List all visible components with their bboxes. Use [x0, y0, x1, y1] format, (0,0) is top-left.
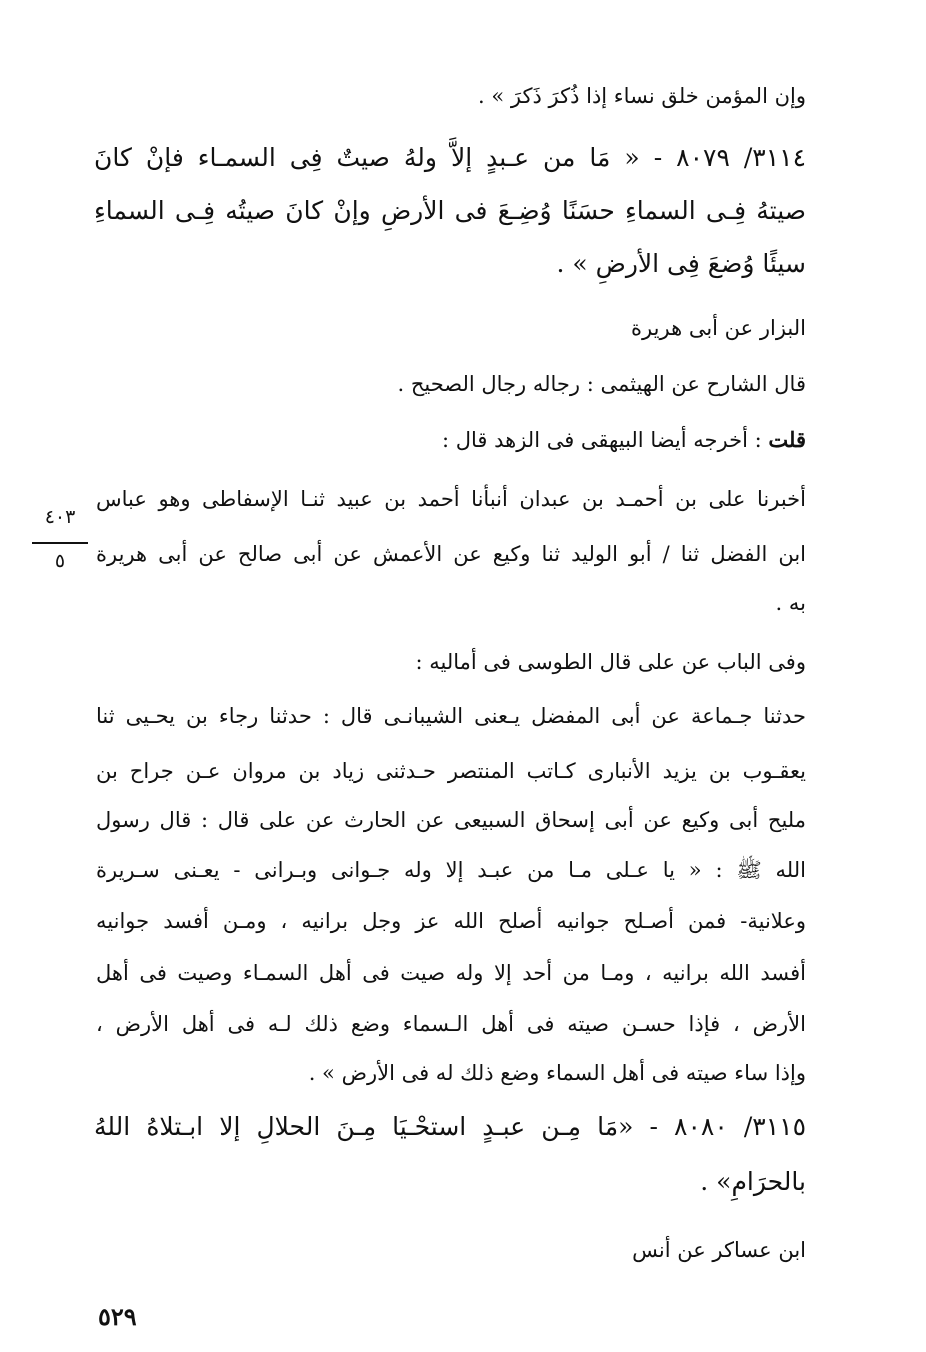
page-number: ٥٢٩: [98, 1302, 137, 1331]
tusi-line-2: يعقـوب بن يزيد الأنبارى كـاتب المنتصر حـدثنى زياد بن مروان عـن جراح بن: [96, 759, 806, 783]
hadith-8080-line-2: بالحرَامِ» .: [700, 1167, 806, 1196]
qult-text: أخرجه أيضا البيهقى فى الزهد قال :: [442, 428, 748, 452]
tusi-line-5: وعلانية- فمن أصـلح جوانيه أصلح الله عز وجل برانيه ، ومـن أفسد جوانيه: [96, 909, 806, 933]
commentary-line: قال الشارح عن الهيثمى : رجاله رجال الصحيح .: [397, 372, 806, 396]
qult-colon: :: [747, 428, 769, 452]
isnad-line-3: به .: [775, 591, 806, 615]
tusi-line-4: الله ﷺ : « يا عـلى مـا من عبـد إلا وله جـوانى وبـرانى - يعـنى سـريرة: [96, 858, 806, 882]
qult-line: [96, 425, 806, 455]
margin-part-number: ٥: [54, 550, 66, 572]
margin-page-reference: [28, 506, 92, 572]
margin-volume-number: ٤٠٣: [44, 506, 76, 528]
hadith-8080-source: ابن عساكر عن أنس: [632, 1238, 806, 1262]
text-line: وإن المؤمن خلق نساء إذا ذُكرَ ذَكرَ » .: [478, 84, 806, 108]
hadith-8079-line-1: ٣١١٤/ ٨٠٧٩ - « مَا من عـبدٍ إلاَّ ولهُ صيتٌ فِى السمـاء فإنْ كانَ: [94, 143, 807, 172]
bab-line: وفى الباب عن على قال الطوسى فى أماليه :: [415, 650, 806, 674]
margin-divider: [32, 542, 88, 544]
hadith-8079-line-2: صيتهُ فِـى السماءِ حسَنًا وُضِـعَ فى الأرضِ وإنْ كانَ صيتُه فِـى السماءِ: [94, 196, 806, 225]
tusi-line-8: وإذا ساء صيته فى أهل السماء وضع ذلك له فى الأرض » .: [308, 1061, 806, 1085]
tusi-line-3: مليح أبى وكيع عن أبى إسحاق السبيعى عن الحارث عن على قال : قال رسول: [96, 808, 806, 832]
tusi-line-1: حدثنا جـماعة عن أبى المفضل يـعنى الشيبانـى قال : حدثنا رجاء بن يحـيى ثنا: [96, 704, 806, 728]
isnad-line-2: ابن الفضل ثنا / أبو الوليد ثنا وكيع عن الأعمش عن أبى صالح عن أبى هريرة: [96, 542, 806, 566]
hadith-8080-line-1: ٣١١٥/ ٨٠٨٠ - «مَا مِـن عبـدٍ استحْـيَا مِـنَ الحلالِ إلا ابـتلاهُ اللهُ: [94, 1112, 806, 1141]
tusi-line-7: الأرض ، فإذا حسـن صيته فى أهل الـسماء وضع ذلك لـه فى أهل الأرض ،: [96, 1012, 806, 1036]
isnad-line-1: أخبرنا على بن أحمـد بن عبدان أنبأنا أحمد بن عبيد ثنـا الإسفاطى وهو عباس: [96, 487, 806, 511]
qult-label: قلت: [768, 427, 806, 452]
tusi-line-6: أفسد الله برانيه ، ومـا من أحد إلا وله صيت فى أهل السمـاء وصيت فى أهل: [96, 961, 806, 985]
hadith-source: البزار عن أبى هريرة: [631, 316, 806, 340]
hadith-8079-line-3: سيئًا وُضعَ فِى الأرضِ » .: [556, 249, 806, 278]
